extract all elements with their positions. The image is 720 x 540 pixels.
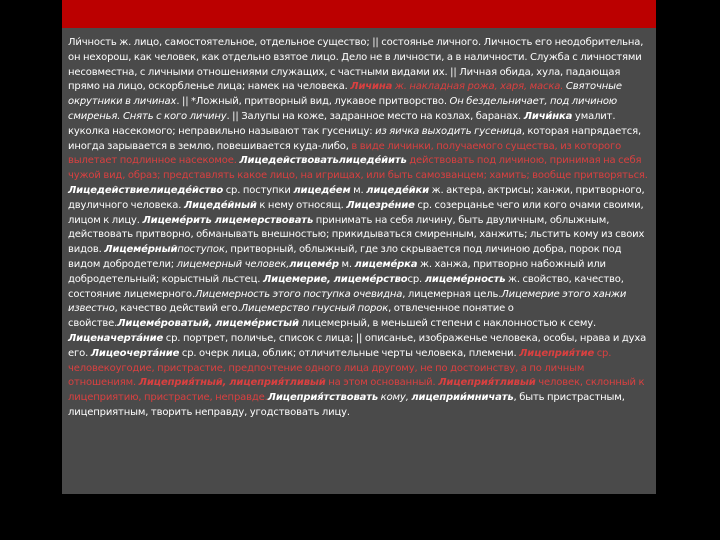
text-segment: , лицемерная цель. xyxy=(402,288,502,300)
text-segment: м. xyxy=(350,184,367,196)
text-segment: принимать на себя личину, быть двуличным, облыжным, действовать притворно, обманывать внешностью; прикидываться смиренным, ханжить; льстить кому из своих видов. xyxy=(68,214,645,256)
text-segment: ж. актера, актрисы; ханжи, притворного, двуличного человека. xyxy=(68,184,645,211)
text-segment: из яичка выходить гусеница xyxy=(375,125,522,137)
text-segment: Личина xyxy=(350,81,393,93)
text-segment: Лиценачерта́ние xyxy=(68,332,164,344)
text-segment: ж. ханжа, притворно набожный или добродетельный; корыстный льстец. xyxy=(68,258,606,285)
text-segment: Лицеочерта́ние xyxy=(90,347,180,359)
text-segment: лицеприи́мничать xyxy=(411,392,514,404)
text-segment: Лицеме́рный xyxy=(104,244,178,256)
text-segment: , которая напрядается, иногда зарывается в землю, повешивается куда-либо, xyxy=(68,125,642,152)
text-segment: лицемерный, в меньшей степени с наклонностью к сему. xyxy=(298,318,597,330)
text-segment: м. xyxy=(338,258,355,270)
text-segment: лицеде́йки xyxy=(366,184,429,196)
text-segment: ж. накладная рожа, харя, маска. xyxy=(392,81,566,93)
text-segment: Личи́нка xyxy=(523,110,573,122)
text-segment: ср. xyxy=(407,273,425,285)
text-segment: , качество действий его. xyxy=(114,303,241,315)
text-segment: ср. очерк лица, облик; отличительные черты человека, племени. xyxy=(179,347,520,359)
text-segment: умалит. куколка насекомого; неправильно называют так гусеницу: xyxy=(68,110,616,137)
text-segment: кому, xyxy=(378,392,412,404)
text-segment: Лицеме́рить лицемерствовать xyxy=(142,214,314,226)
text-segment: Святочные окрутники в личинах xyxy=(68,81,622,108)
text-segment: действовать под личиною, принимая на себя чужой вид, образ; представлять какое лицо, на игрищах, или быть самозванцем; хамить; вообще притворяться. xyxy=(68,155,648,182)
text-segment: Лицеме́роватый, лицеме́ристый xyxy=(117,318,299,330)
text-segment: ср. поступки xyxy=(223,184,294,196)
text-segment: человек, склонный к лицеприятию, пристрастие, неправде. xyxy=(68,377,645,404)
text-segment: лицеде́ем xyxy=(293,184,351,196)
text-segment: Лицемерность этого поступка очевидна xyxy=(194,288,403,300)
text-segment: ср. созерцанье чего или кого очами своими, лицом к лицу. xyxy=(68,199,644,226)
text-segment: Лицемерие, лицеме́рство xyxy=(262,273,408,285)
text-segment: ж. свойство, качество, состояние лицемерного. xyxy=(68,273,624,300)
text-segment: Лицедействоватьлицеде́йить xyxy=(239,155,407,167)
text-segment: лицеме́рка xyxy=(354,258,418,270)
text-segment: Лицемерие этого ханжи известно xyxy=(68,288,627,315)
text-segment: Лицедействиелицеде́йство xyxy=(68,184,224,196)
text-segment: , отвлеченное понятие о свойстве. xyxy=(68,303,514,330)
text-segment: . || *Ложный, притворный вид, лукавое притворство. xyxy=(176,96,450,108)
text-segment: лицеме́рность xyxy=(424,273,506,285)
dictionary-entry-text xyxy=(68,36,651,421)
header-bar xyxy=(62,0,656,28)
text-segment: в виде личинки, получаемого существа, из которого вылетает подлинное насекомое. xyxy=(68,140,622,167)
text-segment: , быть пристрастным, лицеприятным, творить неправду, угодствовать лицу. xyxy=(68,392,625,418)
text-segment: Лицеприя́тливый xyxy=(438,377,536,389)
text-segment: поступок xyxy=(177,244,225,256)
text-segment: Лицемерство гнусный порок xyxy=(240,303,389,315)
text-segment: . || Залупы на коже, задранное место на козлах, баранах. xyxy=(226,110,524,122)
text-segment: на этом основанный. xyxy=(325,377,439,389)
text-segment: ср. человекоугодие, пристрастие, предпочтение одного лица другому, не по достоинству, а по личным отношениям. xyxy=(68,347,612,389)
text-segment: Лицеприя́тие xyxy=(519,347,595,359)
text-segment: Лицеде́йный xyxy=(183,199,257,211)
text-segment: Лицеприя́тствовать xyxy=(267,392,379,404)
text-segment: , притворный, облыжный, где зло скрывается под личиною добра, порок под видом добродетели; xyxy=(68,244,622,270)
text-segment: Лицеприя́тный, лицеприя́тливый xyxy=(138,377,326,389)
text-segment: лицеме́р xyxy=(289,258,339,270)
text-segment: Лицезре́ние xyxy=(346,199,415,211)
text-segment: ср. портрет, поличье, список с лица; || описанье, изображенье человека, особы, нрава и духа его. xyxy=(68,332,647,359)
text-segment: лицемерный человек, xyxy=(176,258,290,270)
text-segment: к нему относящ. xyxy=(256,199,347,211)
text-segment: Он бездельничает, под личиною смиренья. Снять с кого личину xyxy=(68,96,618,122)
text-segment: Ли́чность ж. лицо, самостоятельное, отдельное существо; || состоянье личного. Личность его неодобрительна, он нехорош, как человек, как отдельно взятое лицо. Дело не в личности, а в наличности. Служба с личностями несовместна, с личными отношениями служащих, с частными видами их. || Личная обида, хула, падающая прямо на лицо, оскорбленье лица; намек на человека. xyxy=(68,37,644,93)
